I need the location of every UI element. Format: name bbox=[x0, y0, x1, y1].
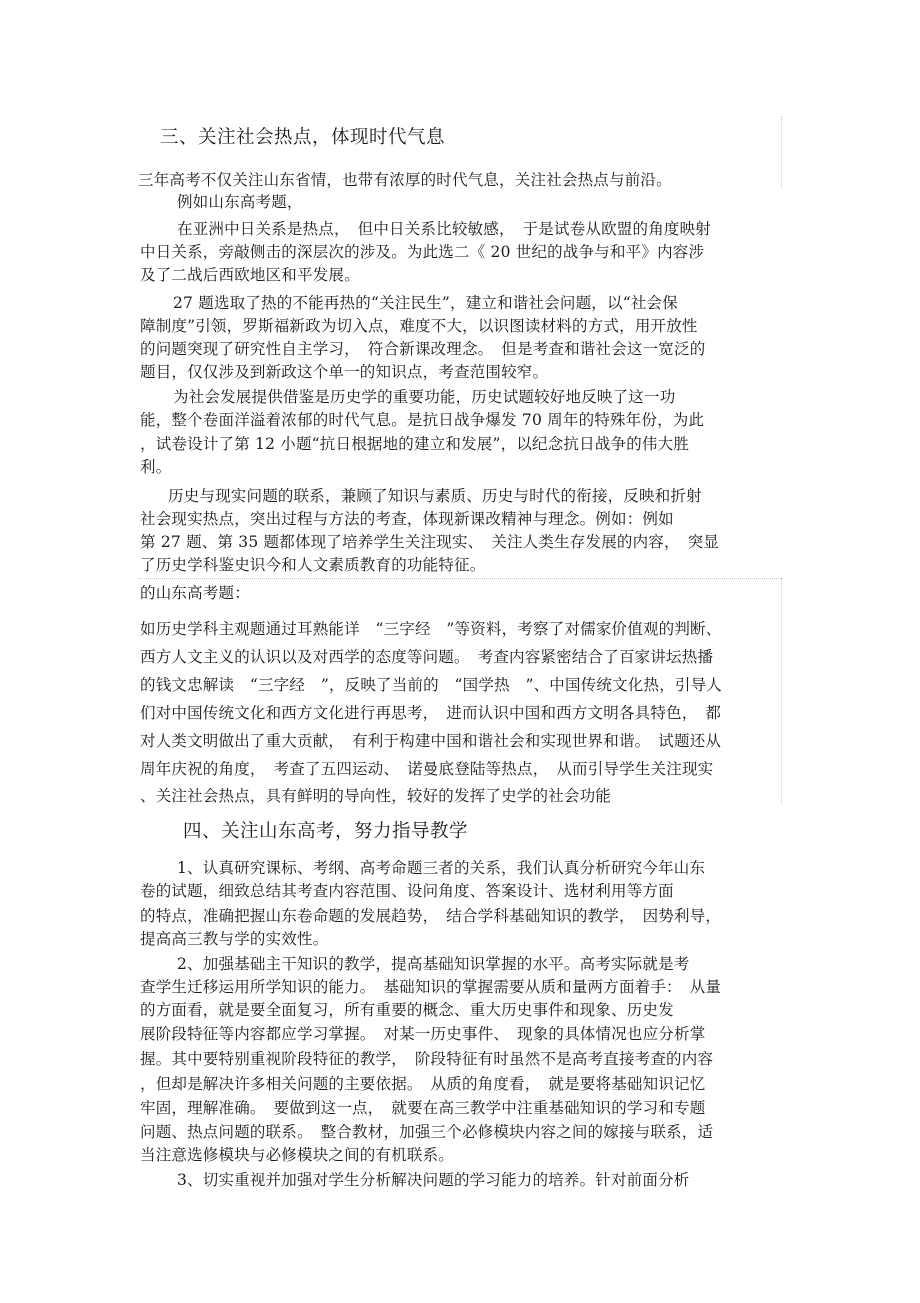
paragraph-line: 的钱文忠解读 “三字经 ”，反映了当前的 “国学热 ”、中国传统文化热，引导人 bbox=[140, 676, 722, 694]
paragraph-line: 当注意选修模块与必修模块之间的有机联系。 bbox=[140, 1146, 455, 1164]
paragraph-line: 、关注社会热点，具有鲜明的导向性，较好的发挥了史学的社会功能 bbox=[140, 787, 612, 805]
paragraph-line: 们对中国传统文化和西方文化进行再思考， 进而认识中国和西方文明各具特色， 都 bbox=[140, 704, 722, 722]
paragraph-line: 1、认真研究课标、考纲、高考命题三者的关系，我们认真分析研究今年山东 bbox=[177, 859, 706, 877]
frame-line bbox=[781, 578, 782, 804]
paragraph-line: ，试卷设计了第 12 小题“抗日根据地的建立和发展”，以纪念抗日战争的伟大胜 bbox=[140, 435, 690, 453]
paragraph-line: 在亚洲中日关系是热点， 但中日关系比较敏感， 于是试卷从欧盟的角度映射 bbox=[177, 220, 712, 238]
paragraph-line: 中日关系，旁敲侧击的深层次的涉及。为此选二《 20 世纪的战争与和平》内容涉 bbox=[140, 243, 705, 261]
paragraph-line: 的问题突现了研究性自主学习， 符合新课改理念。 但是考查和谐社会这一宽泛的 bbox=[140, 340, 706, 358]
frame-line bbox=[138, 578, 783, 579]
section-heading: 三、关注社会热点，体现时代气息 bbox=[160, 127, 446, 148]
paragraph-line: 及了二战后西欧地区和平发展。 bbox=[140, 266, 360, 284]
paragraph-line: 问题、热点问题的联系。 整合教材，加强三个必修模块内容之间的嫁接与联系，适 bbox=[140, 1123, 714, 1141]
paragraph-line: 题目，仅仅涉及到新政这个单一的知识点，考查范围较窄。 bbox=[140, 363, 549, 381]
paragraph-line: 2、加强基础主干知识的教学，提高基础知识掌握的水平。高考实际就是考 bbox=[177, 955, 690, 973]
paragraph-line: 的山东高考题： bbox=[140, 584, 250, 602]
paragraph-line: 卷的试题，细致总结其考查内容范围、设问角度、答案设计、选材利用等方面 bbox=[140, 882, 674, 900]
paragraph-line: 了历史学科鉴史识今和人文素质教育的功能特征。 bbox=[140, 556, 486, 574]
paragraph-line: 查学生迁移运用所学知识的能力。 基础知识的掌握需要从质和量两方面着手： 从量 bbox=[140, 978, 722, 996]
paragraph-line: 对人类文明做出了重大贡献， 有利于构建中国和谐社会和实现世界和谐。 试题还从 bbox=[140, 732, 722, 750]
paragraph-line: 西方人文主义的认识以及对西学的态度等问题。 考查内容紧密结合了百家讲坛热播 bbox=[140, 648, 714, 666]
paragraph-line: ，但却是解决许多相关问题的主要依据。 从质的角度看， 就是要将基础知识记忆 bbox=[140, 1075, 706, 1093]
paragraph-line: 如历史学科主观题通过耳熟能详 “三字经 ”等资料，考察了对儒家价值观的判断、 bbox=[140, 620, 722, 638]
paragraph-line: 能，整个卷面洋溢着浓郁的时代气息。是抗日战争爆发 70 周年的特殊年份，为此 bbox=[140, 411, 705, 429]
frame-line bbox=[781, 116, 782, 188]
paragraph-line: 利。 bbox=[140, 458, 172, 476]
paragraph-line: 第 27 题、第 35 题都体现了培养学生关注现实、 关注人类生存发展的内容， 突显 bbox=[140, 533, 720, 551]
paragraph-line: 提高高三教与学的实效性。 bbox=[140, 930, 329, 948]
paragraph-line: 为社会发展提供借鉴是历史学的重要功能，历史试题较好地反映了这一功 bbox=[173, 388, 676, 406]
paragraph-line: 的方面看，就是要全面复习，所有重要的概念、重大历史事件和现象、历史发 bbox=[140, 1001, 674, 1019]
paragraph-line: 例如山东高考题， bbox=[177, 193, 303, 211]
section-heading: 四、关注山东高考，努力指导教学 bbox=[183, 821, 469, 842]
paragraph-line: 展阶段特征等内容都应学习掌握。 对某一历史事件、 现象的具体情况也应分析掌 bbox=[140, 1025, 706, 1043]
paragraph-line: 牢固，理解准确。 要做到这一点， 就要在高三教学中注重基础知识的学习和专题 bbox=[140, 1099, 706, 1117]
paragraph-line: 握。其中要特别重视阶段特征的教学， 阶段特征有时虽然不是高考直接考查的内容 bbox=[140, 1050, 714, 1068]
paragraph-line: 障制度”引领，罗斯福新政为切入点，难度不大，以识图读材料的方式，用开放性 bbox=[140, 317, 698, 335]
paragraph-line: 3、切实重视并加强对学生分析解决问题的学习能力的培养。针对前面分析 bbox=[177, 1171, 690, 1189]
paragraph-line: 三年高考不仅关注山东省情，也带有浓厚的时代气息，关注社会热点与前沿。 bbox=[138, 171, 672, 189]
paragraph-line: 的特点，准确把握山东卷命题的发展趋势， 结合学科基础知识的教学， 因势利导， bbox=[140, 907, 722, 925]
paragraph-line: 历史与现实问题的联系，兼顾了知识与素质、历史与时代的衔接，反映和折射 bbox=[168, 487, 702, 505]
paragraph-line: 周年庆祝的角度， 考查了五四运动、 诺曼底登陆等热点， 从而引导学生关注现实 bbox=[140, 760, 714, 778]
paragraph-line: 27 题选取了热的不能再热的“关注民生”，建立和谐社会问题，以“社会保 bbox=[173, 294, 678, 312]
paragraph-line: 社会现实热点，突出过程与方法的考查，体现新课改精神与理念。例如：例如 bbox=[140, 510, 674, 528]
